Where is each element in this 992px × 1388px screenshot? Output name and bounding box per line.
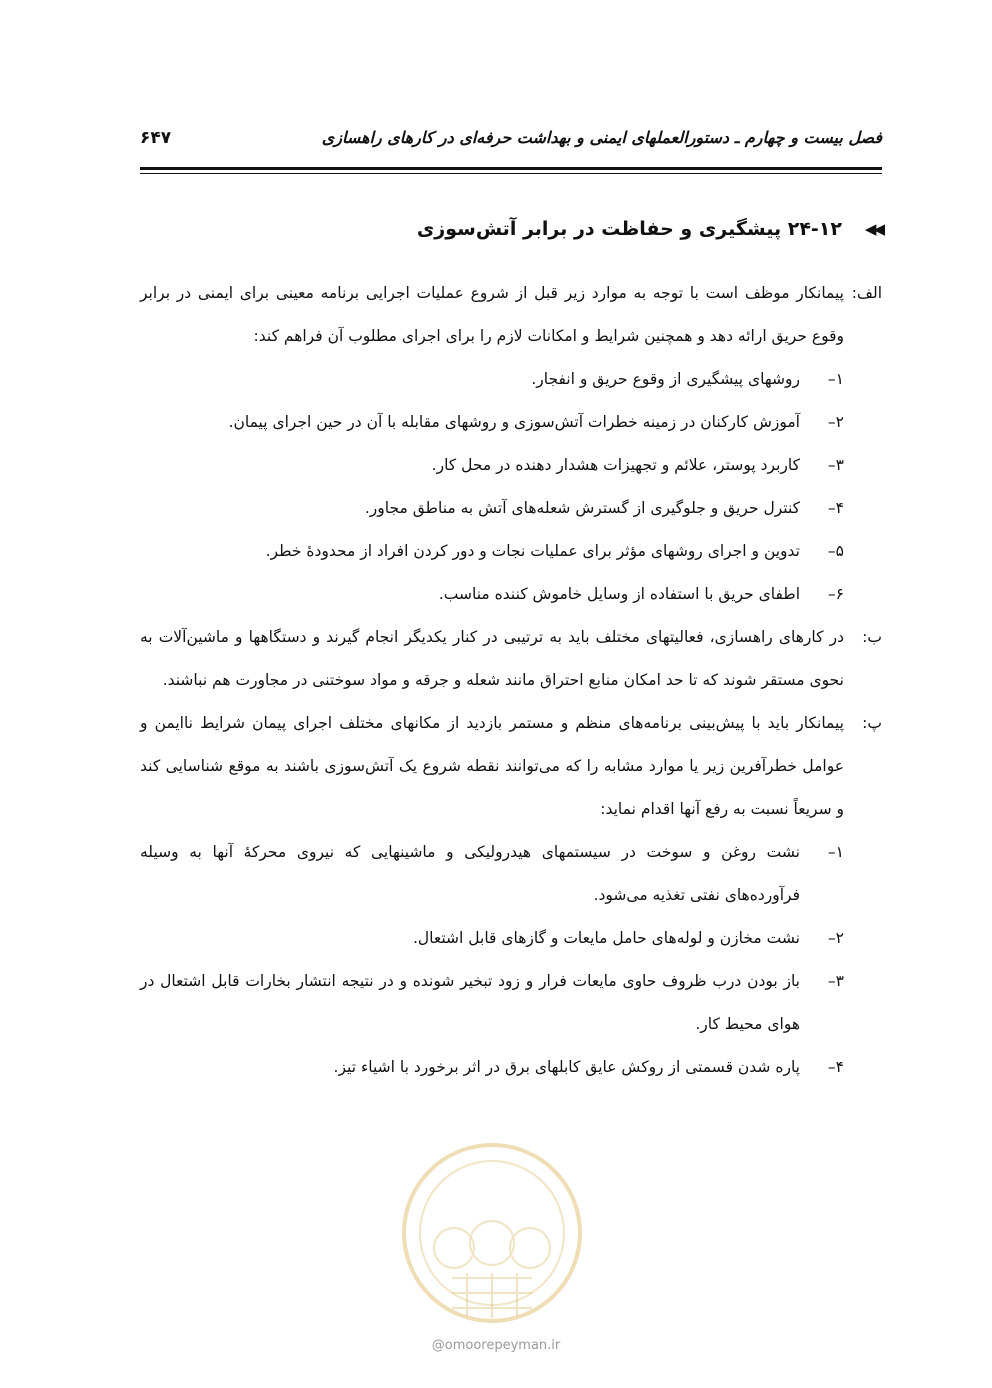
paragraph-label: الف: [851,284,882,302]
double-arrow-icon: ◀◀ [864,220,882,238]
list-item-text: کاربرد پوستر، علائم و تجهیزات هشدار دهنده در محل کار. [431,456,800,474]
watermark-seal [392,1138,592,1338]
list-item [140,530,882,573]
list-item [140,960,882,1046]
list-item [140,444,882,487]
list-item-number: ۲– [827,413,844,431]
list-item [140,917,882,960]
header-rule-thick [140,167,882,170]
list-item [140,401,882,444]
list-item-text: کنترل حریق و جلوگیری از گسترش شعله‌های آتش به مناطق مجاور. [364,499,800,517]
paragraph [140,616,882,702]
paragraph [140,272,882,358]
list-item-text: باز بودن درب ظروف حاوی مایعات فرار و زود تبخیر شونده و در نتیجه انتشار بخارات قابل اشتعال در هوای محیط کار. [140,972,800,1033]
paragraph-text: پیمانکار باید با پیش‌بینی برنامه‌های منظم و مستمر بازدید از مکانهای مختلف اجرای پیمان شرایط ناایمن و عوامل خطرآفرین زیر یا موارد مشابه را که می‌توانند نقطه شروع یک آتش‌سوزی باشند به موقع شناسایی کند و سریعاً نسبت به رفع آنها اقدام نماید: [140,714,844,818]
list-item-number: ۳– [827,456,844,474]
document-body [140,272,882,1089]
paragraph-text: در کارهای راهسازی، فعالیتهای مختلف باید به ترتیبی در کنار یکدیگر انجام گیرند و دستگاهها و ماشین‌آلات به نحوی مستقر شوند که تا حد امکان منابع احتراق مانند شعله و جرقه و مواد سوختنی در مجاورت هم نباشند. [140,628,844,689]
list-item-text: تدوین و اجرای روشهای مؤثر برای عملیات نجات و دور کردن افراد از محدودهٔ خطر. [265,542,800,560]
list-item-number: ۴– [827,1058,844,1076]
running-header [140,128,882,158]
list-item-number: ۵– [827,542,844,560]
list-item [140,358,882,401]
section-title: ۲۴-۱۲ پیشگیری و حفاظت در برابر آتش‌سوزی [416,218,842,240]
list-item-number: ۳– [827,972,844,990]
list-item-text: نشت روغن و سوخت در سیستمهای هیدرولیکی و ماشینهایی که نیروی محرکهٔ آنها به وسیله فرآورده‌های نفتی تغذیه می‌شود. [140,843,800,904]
list-item [140,573,882,616]
list-item-number: ۴– [827,499,844,517]
page-number: ۶۴۷ [140,128,172,148]
list-item-text: روشهای پیشگیری از وقوع حریق و انفجار. [531,370,800,388]
list-item [140,831,882,917]
list-item-number: ۶– [827,585,844,603]
chapter-title: فصل بیست و چهارم ـ دستورالعملهای ایمنی و بهداشت حرفه‌ای در کارهای راهسازی [321,128,882,147]
list-item-number: ۲– [827,929,844,947]
paragraph-label: ب: [862,628,882,646]
section-heading [417,218,882,240]
paragraph-text: پیمانکار موظف است با توجه به موارد زیر قبل از شروع عملیات اجرایی برنامه معینی برای ایمنی در برابر وقوع حریق ارائه دهد و همچنین شرایط و امکانات لازم را برای اجرای مطلوب آن فراهم کند: [140,284,844,345]
list-item-number: ۱– [827,370,844,388]
list-item [140,487,882,530]
header-rule-thin [140,173,882,174]
list-item-text: اطفای حریق با استفاده از وسایل خاموش کننده مناسب. [438,585,800,603]
list-item-text: نشت مخازن و لوله‌های حامل مایعات و گازهای قابل اشتعال. [412,929,800,947]
list-item [140,1046,882,1089]
list-item-number: ۱– [827,843,844,861]
paragraph-label: پ: [862,714,882,732]
paragraph [140,702,882,831]
list-item-text: آموزش کارکنان در زمینه خطرات آتش‌سوزی و روشهای مقابله با آن در حین اجرای پیمان. [228,413,800,431]
list-item-text: پاره شدن قسمتی از روکش عایق کابلهای برق در اثر برخورد با اشیاء تیز. [333,1058,800,1076]
watermark-url: @omoorepeyman.ir [431,1338,561,1353]
